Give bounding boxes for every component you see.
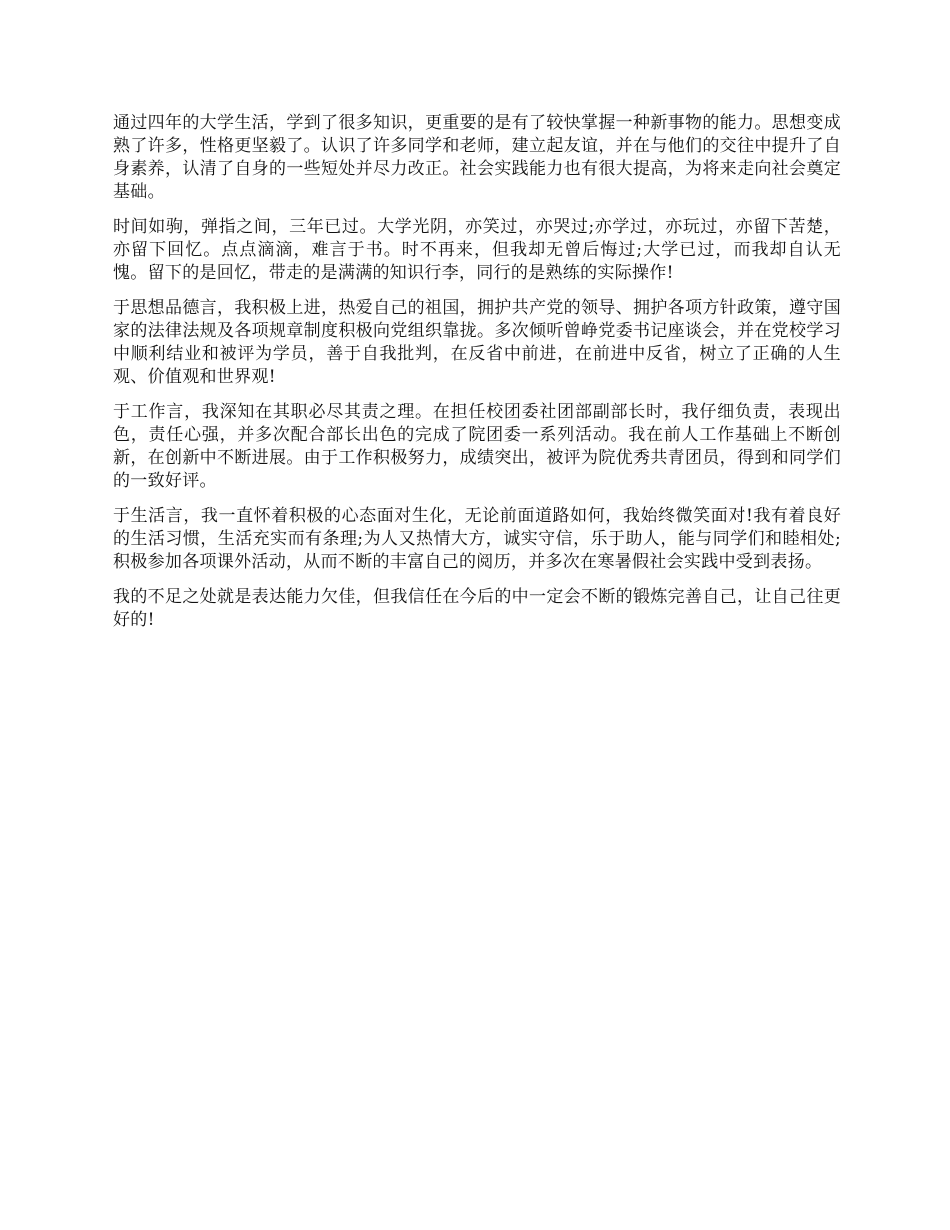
paragraph-3: 于思想品德言，我积极上进，热爱自己的祖国，拥护共产党的领导、拥护各项方针政策，遵守国家的法律法规及各项规章制度积极向党组织靠拢。多次倾听曾峥党委书记座谈会，并在党校学习中顺利结业和被评为学员，善于自我批判，在反省中前进，在前进中反省，树立了正确的人生观、价值观和世界观! <box>113 298 841 387</box>
paragraph-4: 于工作言，我深知在其职必尽其责之理。在担任校团委社团部副部长时，我仔细负责，表现出色，责任心强，并多次配合部长出色的完成了院团委一系列活动。我在前人工作基础上不断创新，在创新中不断进展。由于工作积极努力，成绩突出，被评为院优秀共青团员，得到和同学们的一致好评。 <box>113 402 841 491</box>
paragraph-1: 通过四年的大学生活，学到了很多知识，更重要的是有了较快掌握一种新事物的能力。思想变成熟了许多，性格更坚毅了。认识了许多同学和老师，建立起友谊，并在与他们的交往中提升了自身素养，认清了自身的一些短处并尽力改正。社会实践能力也有很大提高，为将来走向社会奠定基础。 <box>113 113 841 202</box>
paragraph-6: 我的不足之处就是表达能力欠佳，但我信任在今后的中一定会不断的锻炼完善自己，让自己往更好的! <box>113 587 841 630</box>
document-body <box>113 112 841 644</box>
paragraph-5: 于生活言，我一直怀着积极的心态面对生化，无论前面道路如何，我始终微笑面对!我有着良好的生活习惯，生活充实而有条理;为人又热情大方，诚实守信，乐于助人，能与同学们和睦相处;积极参加各项课外活动，从而不断的丰富自己的阅历，并多次在寒暑假社会实践中受到表扬。 <box>113 506 841 572</box>
paragraph-2: 时间如驹，弹指之间，三年已过。大学光阴，亦笑过，亦哭过;亦学过，亦玩过，亦留下苦楚，亦留下回忆。点点滴滴，难言于书。时不再来，但我却无曾后悔过;大学已过，而我却自认无愧。留下的是回忆，带走的是满满的知识行李，同行的是熟练的实际操作! <box>113 217 841 283</box>
